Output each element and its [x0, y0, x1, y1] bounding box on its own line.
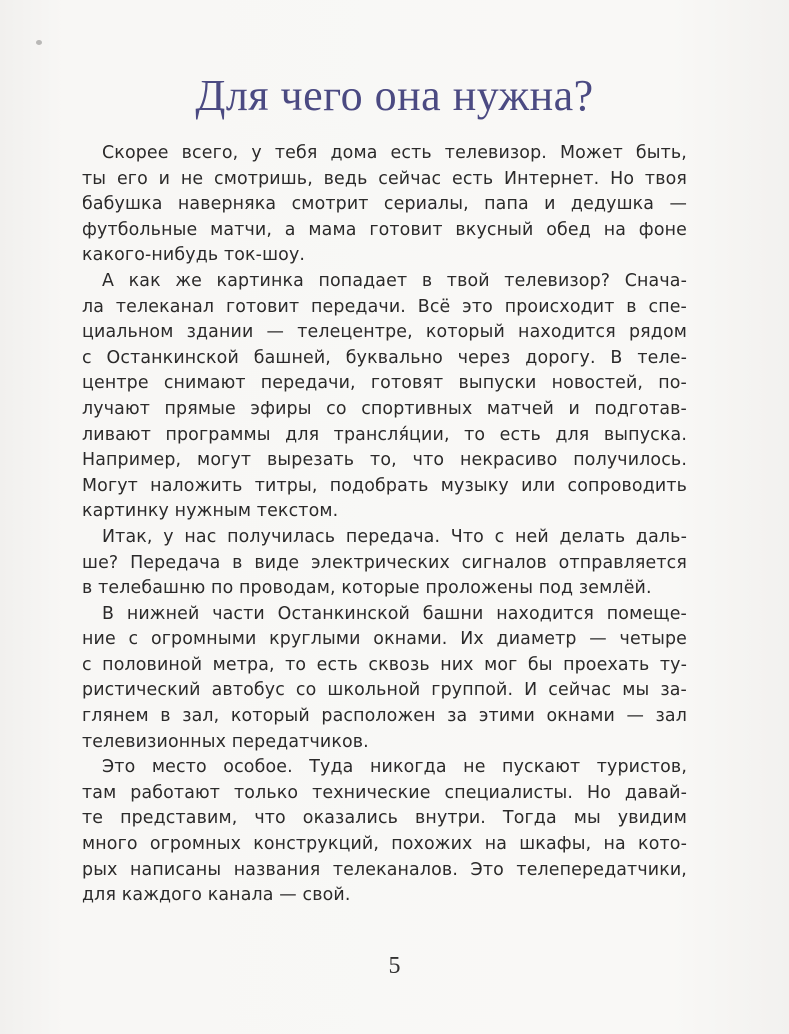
text-line: Например, могут вырезать то, что некрасиво получилось. [82, 450, 687, 471]
paragraph [82, 602, 687, 756]
text-line: футбольные матчи, а мама готовит вкусный обед на фоне [82, 219, 687, 240]
text-line: телевизионных передатчиков. [82, 731, 369, 752]
text-line: с Останкинской башней, буквально через дорогу. В теле- [82, 347, 687, 368]
text-line: Скорее всего, у тебя дома есть телевизор. Может быть, [102, 143, 687, 163]
text-line: ше? Передача в виде электрических сигналов отправляется [82, 552, 687, 573]
text-line: много огромных конструкций, похожих на шкафы, на кото- [82, 834, 687, 855]
paper-speck [36, 40, 42, 45]
text-line: лучают прямые эфиры со спортивных матчей и подготав- [82, 398, 687, 419]
text-line: Могут наложить титры, подобрать музыку или сопроводить [82, 475, 687, 496]
text-line: Это место особое. Туда никогда не пускают туристов, [102, 757, 687, 778]
text-line: ла телеканал готовит передачи. Всё это происходит в спе- [82, 296, 687, 317]
paragraph [82, 141, 687, 269]
text-line: там работают только технические специалисты. Но давай- [82, 782, 687, 803]
paragraph [82, 755, 687, 909]
text-line: для каждого канала — свой. [82, 885, 351, 906]
text-line: В нижней части Останкинской башни находится помеще- [102, 603, 687, 624]
page-number: 5 [388, 953, 401, 979]
text-line: картинку нужным текстом. [82, 501, 339, 522]
body-text [82, 141, 687, 909]
text-line: глянем в зал, который расположен за этими окнами — зал [82, 706, 687, 727]
paragraph [82, 525, 687, 602]
text-line: ливают программы для трансля́ции, то есть для выпуска. [82, 424, 687, 445]
page-title: Для чего она нужна? [195, 71, 594, 120]
text-line: ние с огромными круглыми окнами. Их диаметр — четыре [82, 629, 687, 650]
text-line: центре снимают передачи, готовят выпуски новостей, по- [82, 373, 687, 394]
text-line: те представим, что оказались внутри. Тогда мы увидим [82, 808, 687, 829]
text-line: А как же картинка попадает в твой телевизор? Снача- [102, 270, 687, 291]
text-line: рых написаны названия телеканалов. Это телепередатчики, [82, 859, 687, 880]
text-line: ристический автобус со школьной группой. И сейчас мы за- [82, 680, 687, 701]
text-line: циальном здании — телецентре, который находится рядом [82, 322, 687, 343]
text-line: в телебашню по проводам, которые проложены под землёй. [82, 578, 652, 599]
text-line: бабушка наверняка смотрит сериалы, папа и дедушка — [82, 194, 687, 215]
text-line: с половиной метра, то есть сквозь них мог бы проехать ту- [82, 654, 687, 675]
text-line: Итак, у нас получилась передача. Что с ней делать даль- [102, 526, 687, 547]
text-line: какого-нибудь ток-шоу. [82, 245, 306, 266]
text-line: ты его и не смотришь, ведь сейчас есть Интернет. Но твоя [82, 168, 687, 189]
paragraph [82, 269, 687, 525]
